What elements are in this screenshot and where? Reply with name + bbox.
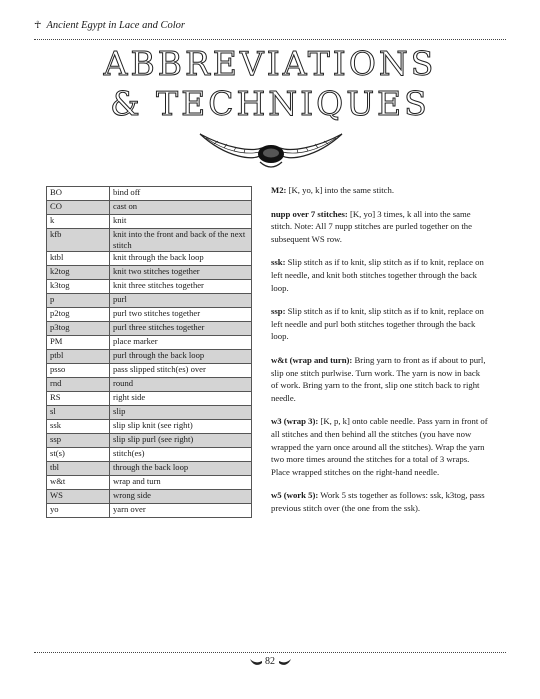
technique-description: Slip stitch as if to knit, slip stitch as if to knit, replace on left needle and purl both stitches together through the back loop. (271, 306, 484, 342)
abbreviation-cell: ptbl (47, 350, 110, 364)
table-row (47, 229, 252, 252)
abbreviation-cell: kfb (47, 229, 110, 252)
abbreviation-cell: BO (47, 187, 110, 201)
running-header (34, 18, 506, 38)
abbreviation-cell: yo (47, 504, 110, 518)
table-row (47, 434, 252, 448)
table-row (47, 266, 252, 280)
table-row (47, 350, 252, 364)
right-wing-icon (278, 657, 292, 667)
page-title-line-1: ABBREVIATIONS (103, 44, 437, 83)
book-title: Ancient Egypt in Lace and Color (46, 20, 185, 31)
table-row (47, 476, 252, 490)
abbreviation-cell: PM (47, 336, 110, 350)
abbreviation-cell: p3tog (47, 322, 110, 336)
meaning-cell: purl (110, 294, 252, 308)
meaning-cell: wrap and turn (110, 476, 252, 490)
meaning-cell: round (110, 378, 252, 392)
abbreviation-cell: k2tog (47, 266, 110, 280)
technique-description: [K, yo, k] into the same stitch. (286, 185, 395, 195)
meaning-cell: knit three stitches together (110, 280, 252, 294)
technique-term: ssk: (271, 257, 286, 268)
meaning-cell: purl through the back loop (110, 350, 252, 364)
meaning-cell: slip slip knit (see right) (110, 420, 252, 434)
meaning-cell: knit (110, 215, 252, 229)
abbreviation-cell: k (47, 215, 110, 229)
technique-entry (271, 208, 489, 246)
table-row (47, 406, 252, 420)
technique-description: Work 5 sts together as follows: ssk, k3tog, pass previous stitch over (the one from the ssk). (271, 490, 485, 513)
abbreviation-cell: ktbl (47, 252, 110, 266)
table-row (47, 462, 252, 476)
table-row (47, 308, 252, 322)
meaning-cell: knit two stitches together (110, 266, 252, 280)
table-row (47, 280, 252, 294)
meaning-cell: knit into the front and back of the next stitch (110, 229, 252, 252)
technique-entry (271, 184, 489, 197)
technique-entry (271, 489, 489, 514)
meaning-cell: place marker (110, 336, 252, 350)
meaning-cell: slip slip purl (see right) (110, 434, 252, 448)
abbreviation-cell: tbl (47, 462, 110, 476)
meaning-cell: right side (110, 392, 252, 406)
ankh-icon: ☥ (34, 20, 42, 31)
meaning-cell: stitch(es) (110, 448, 252, 462)
table-row (47, 392, 252, 406)
meaning-cell: cast on (110, 201, 252, 215)
left-wing-icon (249, 657, 263, 667)
meaning-cell: bind off (110, 187, 252, 201)
meaning-cell: yarn over (110, 504, 252, 518)
technique-term: nupp over 7 stitches: (271, 208, 348, 219)
header-divider (34, 39, 506, 40)
technique-entry (271, 415, 489, 478)
table-row (47, 490, 252, 504)
table-row (47, 420, 252, 434)
abbreviations-table (46, 186, 252, 518)
technique-entry (271, 305, 489, 343)
meaning-cell: slip (110, 406, 252, 420)
table-row (47, 336, 252, 350)
abbreviation-cell: WS (47, 490, 110, 504)
abbreviation-cell: st(s) (47, 448, 110, 462)
meaning-cell: through the back loop (110, 462, 252, 476)
winged-scarab-icon (196, 128, 346, 176)
technique-entry (271, 354, 489, 404)
page-title-line-2: & TECHNIQUES (110, 84, 430, 123)
technique-term: ssp: (271, 306, 286, 317)
technique-description: [K, p, k] onto cable needle. Pass yarn in front of all stitches and then behind all the stitches (you have now wrapped the yarn once around all the stitches). Wrap the yarn two more times around the stitches for a total of 3 wraps. Place wrapped stitches on the right-hand needle. (271, 416, 488, 477)
abbreviation-cell: RS (47, 392, 110, 406)
technique-term: w3 (wrap 3): (271, 416, 319, 427)
technique-term: w5 (work 5): (271, 490, 319, 501)
table-row (47, 322, 252, 336)
techniques-list (271, 184, 489, 525)
table-row (47, 187, 252, 201)
table-row (47, 294, 252, 308)
table-row (47, 215, 252, 229)
table-row (47, 252, 252, 266)
abbreviation-cell: ssk (47, 420, 110, 434)
abbreviation-cell: p2tog (47, 308, 110, 322)
abbreviation-cell: CO (47, 201, 110, 215)
abbreviation-cell: ssp (47, 434, 110, 448)
abbreviation-cell: k3tog (47, 280, 110, 294)
technique-term: M2: (271, 185, 287, 195)
meaning-cell: wrong side (110, 490, 252, 504)
technique-entry (271, 256, 489, 294)
table-row (47, 504, 252, 518)
footer-divider (34, 652, 506, 653)
table-row (47, 378, 252, 392)
table-row (47, 448, 252, 462)
meaning-cell: purl two stitches together (110, 308, 252, 322)
technique-term: w&t (wrap and turn): (271, 354, 353, 365)
meaning-cell: knit through the back loop (110, 252, 252, 266)
meaning-cell: pass slipped stitch(es) over (110, 364, 252, 378)
abbreviation-cell: sl (47, 406, 110, 420)
abbreviation-cell: w&t (47, 476, 110, 490)
page-footer (0, 655, 540, 669)
abbreviation-cell: p (47, 294, 110, 308)
abbreviation-cell: rnd (47, 378, 110, 392)
page-number: 82 (265, 656, 275, 667)
meaning-cell: purl three stitches together (110, 322, 252, 336)
table-row (47, 201, 252, 215)
abbreviation-cell: psso (47, 364, 110, 378)
technique-description: [K, yo] 3 times, k all into the same stitch. Note: All 7 nupp stitches are purled together on the subsequent WS row. (271, 208, 472, 244)
technique-description: Bring yarn to front as if about to purl, slip one stitch purlwise. Turn work. The yarn is now in back of work. Bring yarn to the front, slip one stitch back to right needle. (271, 354, 486, 403)
technique-description: Slip stitch as if to knit, slip stitch as if to knit, replace on left needle, and knit both stitches together through the back loop. (271, 257, 484, 293)
table-row (47, 364, 252, 378)
